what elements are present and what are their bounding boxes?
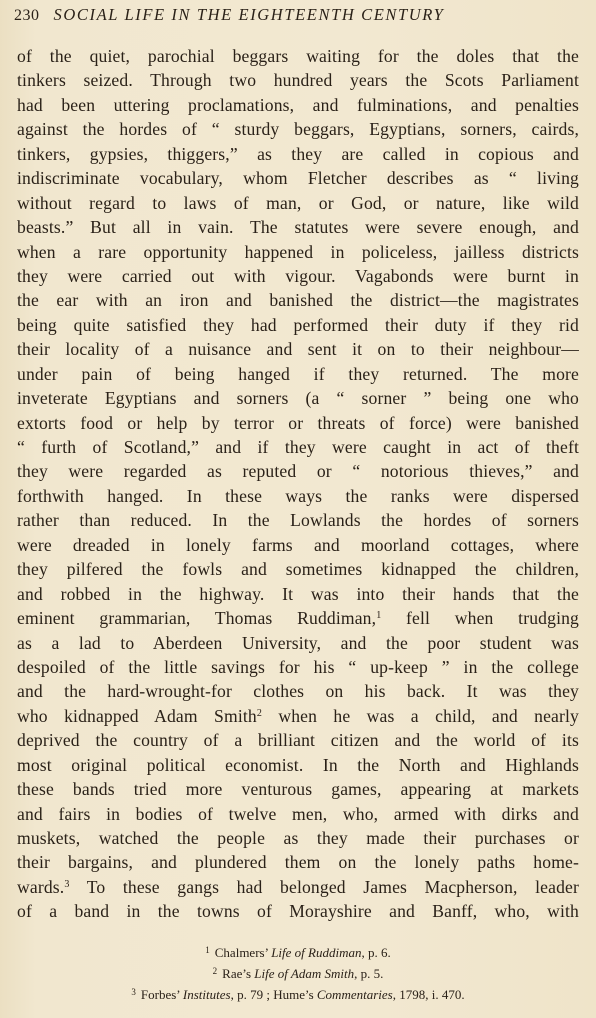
text-segment: eminent grammarian, Thomas Ruddiman, <box>17 608 377 629</box>
text-line: of a band in the towns of Morayshire and Banff, who, with <box>17 901 579 922</box>
text-line: inveterate Egyptians and sorners (a “ sorner ” being one who <box>17 388 579 409</box>
footnote-text: Chalmers’ <box>214 945 272 960</box>
text-line: deprived the country of a brilliant citizen and the world of its <box>17 730 579 751</box>
text-line: against the hordes of “ sturdy beggars, Egyptians, sorners, cairds, <box>17 119 579 140</box>
text-line: these bands tried more venturous games, appearing at markets <box>17 779 579 800</box>
footnote-ref: 3 <box>64 878 70 890</box>
text-line: indiscriminate vocabulary, whom Fletcher describes as “ living <box>17 168 579 189</box>
running-title: SOCIAL LIFE IN THE EIGHTEENTH CENTURY <box>53 5 445 24</box>
text-line: despoiled of the little savings for his “ up-keep ” in the college <box>17 656 579 677</box>
text-line: most original political economist. In the North and Highlands <box>17 754 579 775</box>
footnote-text: , p. 6. <box>361 945 391 960</box>
text-line: as a lad to Aberdeen University, and the poor student was <box>17 632 579 653</box>
text-segment: who kidnapped Adam Smith <box>17 705 257 726</box>
text-line: they pilfered the fowls and sometimes kidnapped the children, <box>17 559 579 580</box>
running-head <box>14 5 584 31</box>
footnote-number: 2 <box>212 966 218 976</box>
footnote-2 <box>17 962 579 983</box>
footnote-text: Rae’s <box>222 966 255 981</box>
text-line: their bargains, and plundered them on the lonely paths home- <box>17 852 579 873</box>
text-line: forthwith hanged. In these ways the ranks were dispersed <box>17 485 579 506</box>
footnote-number: 1 <box>205 945 210 955</box>
text-segment: wards. <box>17 876 65 897</box>
text-line: muskets, watched the people as they made their purchases or <box>17 828 579 848</box>
text-segment: fell when trudging <box>381 608 580 629</box>
footnote-title: Life of Adam Smith <box>254 966 355 981</box>
text-segment: when he was a child, and nearly <box>262 705 579 726</box>
text-line: extorts food or help by terror or threats of force) were banished <box>17 412 579 433</box>
footnote-number: 3 <box>131 987 136 997</box>
footnote-ref: 2 <box>256 707 262 719</box>
text-line: they were carried out with vigour. Vagabonds were burnt in <box>17 265 579 286</box>
text-line: without regard to laws of man, or God, or nature, like wild <box>17 192 579 213</box>
text-line: beasts.” But all in vain. The statutes were severe enough, and <box>17 217 579 238</box>
footnote-ref: 1 <box>376 610 382 622</box>
footnote-3 <box>17 983 579 1004</box>
text-line <box>17 875 579 899</box>
text-line: rather than reduced. In the Lowlands the hordes of sorners <box>17 510 579 531</box>
text-line: and the hard-wrought-for clothes on his back. It was they <box>17 681 579 702</box>
text-line: tinkers seized. Through two hundred years the Scots Parliament <box>17 70 579 91</box>
text-segment: To these gangs had belonged James Macpherson, leader <box>69 876 579 897</box>
footnote-text: , p. 5. <box>354 966 384 981</box>
text-line: under pain of being hanged if they returned. The more <box>17 363 579 384</box>
text-line: when a rare opportunity happened in policeless, jailless districts <box>17 241 579 262</box>
text-line: were dreaded in lonely farms and moorland cottages, where <box>17 534 579 555</box>
text-line: their locality of a nuisance and sent it on to their neighbour— <box>17 339 579 360</box>
text-line: being quite satisfied they had performed their duty if they rid <box>17 314 579 335</box>
page-number: 230 <box>14 7 40 24</box>
footnote-title: Institutes <box>182 987 231 1002</box>
text-line: and robbed in the highway. It was into their hands that the <box>17 583 579 604</box>
text-line: they were regarded as reputed or “ notorious thieves,” and <box>17 461 579 482</box>
footnote-text: Forbes’ <box>140 987 183 1002</box>
footnote-text: , 1798, i. 470. <box>392 987 465 1002</box>
text-line <box>17 704 579 728</box>
footnote-1 <box>17 941 579 962</box>
body-text <box>17 44 579 924</box>
text-line: and fairs in bodies of twelve men, who, armed with dirks and <box>17 803 579 824</box>
footnotes <box>17 941 579 1004</box>
text-line: had been uttering proclamations, and fulminations, and penalties <box>17 94 579 115</box>
text-line: the ear with an iron and banished the district—the magistrates <box>17 290 579 311</box>
footnote-title: Commentaries <box>316 987 393 1002</box>
text-line: “ furth of Scotland,” and if they were caught in act of theft <box>17 437 579 457</box>
footnote-text: , p. 79 ; Hume’s <box>230 987 317 1002</box>
text-line: tinkers, gypsies, thiggers,” as they are called in copious and <box>17 143 579 164</box>
text-line <box>17 606 579 630</box>
text-line: of the quiet, parochial beggars waiting for the doles that the <box>17 46 579 66</box>
footnote-title: Life of Ruddiman <box>271 945 362 960</box>
